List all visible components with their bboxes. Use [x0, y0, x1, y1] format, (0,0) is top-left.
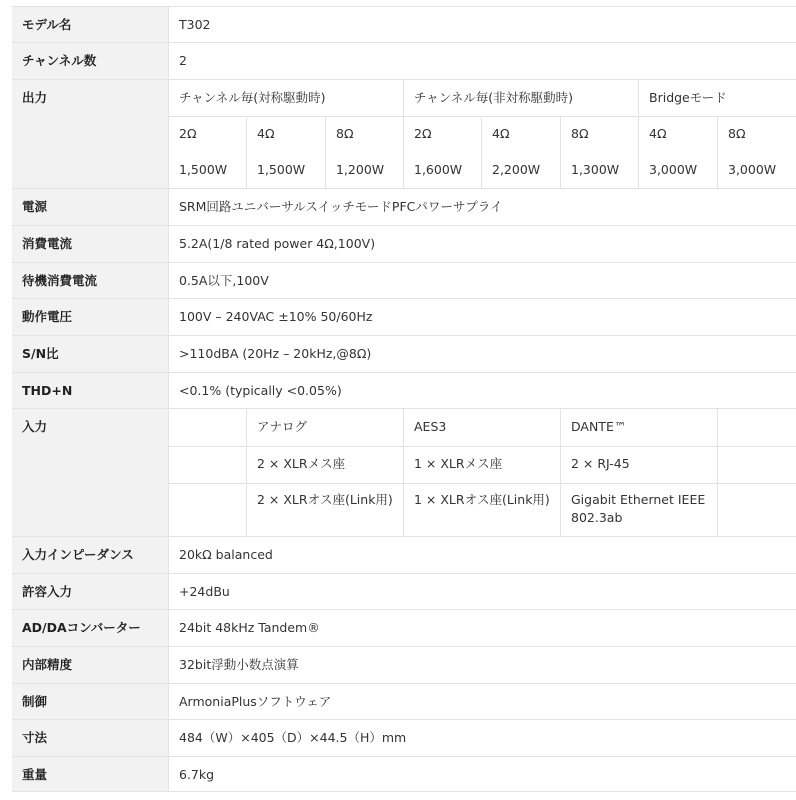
spec-label: チャンネル数: [12, 43, 169, 79]
output-impedance: 4Ω: [257, 126, 275, 141]
grid-divider: [403, 409, 404, 537]
spec-label: 入力インピーダンス: [12, 537, 169, 573]
spec-value: <0.1% (typically <0.05%): [179, 383, 342, 398]
grid-divider: [246, 116, 247, 189]
spec-row-model: [12, 6, 796, 42]
output-watts: 1,500W: [179, 162, 228, 177]
output-watts: 2,200W: [492, 162, 541, 177]
spec-label: 出力: [12, 80, 169, 188]
spec-table: [12, 6, 796, 792]
grid-divider: [638, 80, 639, 189]
input-cell: 1 × XLRメス座: [414, 456, 503, 471]
grid-divider: [717, 409, 718, 537]
output-impedance: 8Ω: [571, 126, 589, 141]
output-group-header: チャンネル毎(非対称駆動時): [414, 90, 574, 105]
spec-row-input: [12, 408, 796, 536]
spec-row-dimensions: [12, 719, 796, 756]
spec-label: 消費電流: [12, 226, 169, 262]
spec-value: 100V – 240VAC ±10% 50/60Hz: [179, 309, 373, 324]
spec-row-precision: [12, 646, 796, 683]
input-cell: Gigabit Ethernet IEEE 802.3ab: [571, 492, 706, 525]
input-cell: 2 × XLRオス座(Link用): [257, 492, 393, 507]
input-header: AES3: [414, 419, 447, 434]
spec-row-channels: [12, 42, 796, 79]
spec-label: 動作電圧: [12, 299, 169, 335]
spec-row-consumption: [12, 225, 796, 262]
grid-divider: [169, 483, 796, 484]
output-group-header: チャンネル毎(対称駆動時): [179, 90, 326, 105]
spec-label: 入力: [12, 409, 169, 536]
spec-value: ArmoniaPlusソフトウェア: [179, 694, 332, 709]
spec-value: 0.5A以下,100V: [179, 273, 269, 288]
spec-row-impedance: [12, 536, 796, 573]
spec-label: 寸法: [12, 720, 169, 756]
spec-value: 484（W）×405（D）×44.5（H）mm: [179, 730, 407, 745]
spec-label: 重量: [12, 757, 169, 791]
spec-label: S/N比: [12, 336, 169, 372]
spec-label: 電源: [12, 189, 169, 225]
output-impedance: 8Ω: [728, 126, 746, 141]
output-grid: [169, 80, 796, 188]
input-header: DANTE™: [571, 419, 627, 434]
output-watts: 3,000W: [649, 162, 698, 177]
spec-label: 内部精度: [12, 647, 169, 683]
spec-row-max-input: [12, 573, 796, 609]
spec-value: 20kΩ balanced: [179, 547, 273, 562]
output-impedance: 2Ω: [414, 126, 432, 141]
spec-row-power-supply: [12, 188, 796, 225]
spec-value: SRM回路ユニバーサルスイッチモードPFCパワーサプライ: [179, 199, 503, 214]
spec-label: モデル名: [12, 7, 169, 42]
grid-divider: [169, 446, 796, 447]
spec-row-weight: [12, 756, 796, 792]
output-impedance: 4Ω: [492, 126, 510, 141]
grid-divider: [717, 116, 718, 189]
output-watts: 1,200W: [336, 162, 385, 177]
spec-row-converter: [12, 609, 796, 646]
spec-row-control: [12, 683, 796, 719]
grid-divider: [246, 409, 247, 537]
output-group-header: Bridgeモード: [649, 90, 727, 105]
spec-label: 待機消費電流: [12, 263, 169, 298]
spec-value: T302: [179, 17, 211, 32]
spec-row-output: [12, 79, 796, 188]
spec-value: >110dBA (20Hz – 20kHz,@8Ω): [179, 346, 372, 361]
input-header: アナログ: [257, 419, 308, 434]
spec-label: AD/DAコンバーター: [12, 610, 169, 646]
spec-row-voltage: [12, 298, 796, 335]
grid-divider: [169, 116, 796, 117]
spec-value: +24dBu: [179, 584, 230, 599]
output-watts: 3,000W: [728, 162, 777, 177]
spec-row-thd: [12, 372, 796, 408]
output-impedance: 2Ω: [179, 126, 197, 141]
input-grid: [169, 409, 796, 536]
input-cell: 1 × XLRオス座(Link用): [414, 492, 550, 507]
spec-label: THD+N: [12, 373, 169, 408]
spec-value: 6.7kg: [179, 767, 215, 782]
input-cell: 2 × RJ-45: [571, 456, 630, 471]
input-cell: 2 × XLRメス座: [257, 456, 346, 471]
spec-row-sn: [12, 335, 796, 372]
grid-divider: [481, 116, 482, 189]
grid-divider: [560, 116, 561, 189]
spec-value: 24bit 48kHz Tandem®: [179, 620, 320, 635]
output-watts: 1,300W: [571, 162, 620, 177]
grid-divider: [325, 116, 326, 189]
output-watts: 1,500W: [257, 162, 306, 177]
grid-divider: [403, 80, 404, 189]
grid-divider: [560, 409, 561, 537]
spec-value: 5.2A(1/8 rated power 4Ω,100V): [179, 236, 376, 251]
output-impedance: 8Ω: [336, 126, 354, 141]
spec-value: 32bit浮動小数点演算: [179, 657, 299, 672]
output-impedance: 4Ω: [649, 126, 667, 141]
spec-value: 2: [179, 53, 187, 68]
output-watts: 1,600W: [414, 162, 463, 177]
spec-label: 制御: [12, 684, 169, 719]
spec-row-standby: [12, 262, 796, 298]
spec-label: 許容入力: [12, 574, 169, 609]
